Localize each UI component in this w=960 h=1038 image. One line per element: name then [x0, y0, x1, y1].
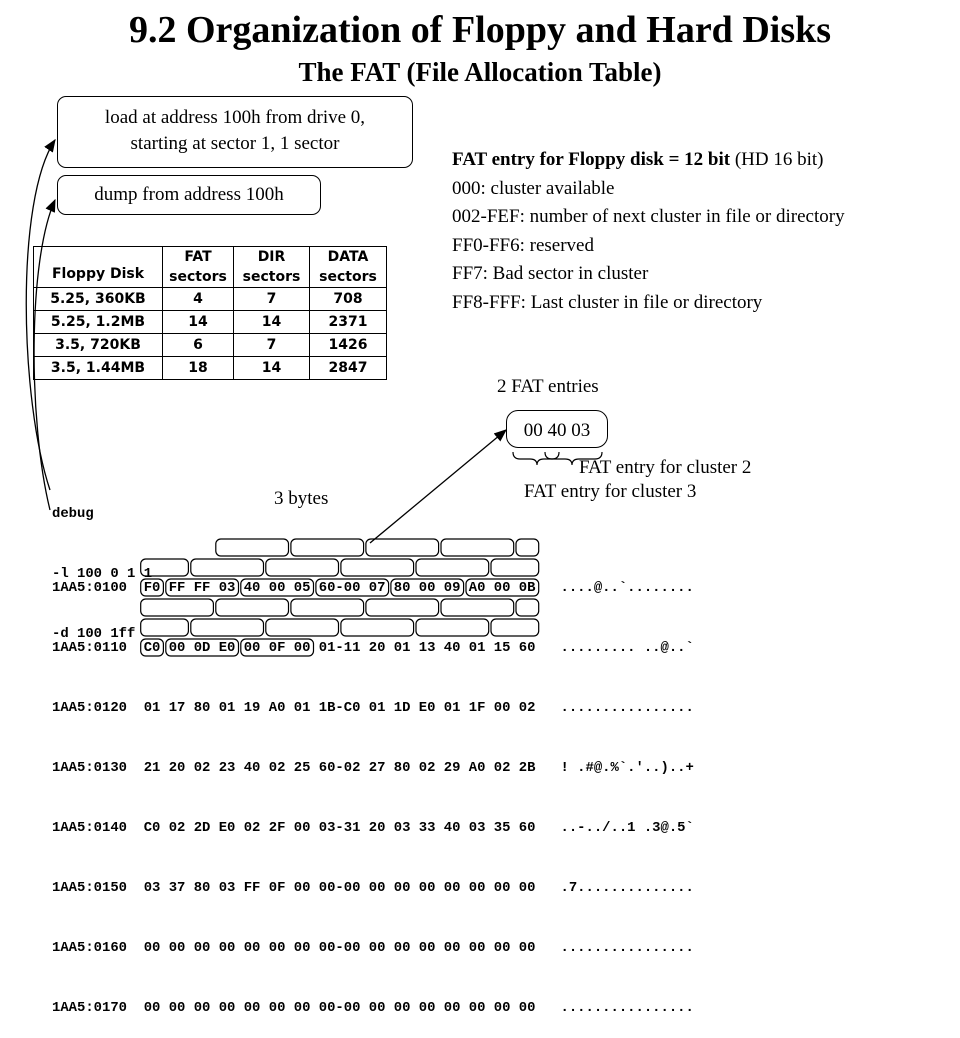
- debug-command-line: -d 100 1ff: [52, 626, 136, 642]
- fat-entry-line: FF0-FF6: reserved: [452, 234, 594, 256]
- byte-group-outline: [416, 559, 489, 576]
- header-fat-sectors: FAT sectors: [169, 249, 227, 285]
- byte-group-outline: [391, 579, 464, 596]
- fat-entry-line: FF8-FFF: Last cluster in file or directory: [452, 291, 763, 313]
- byte-group-outline: [141, 599, 214, 616]
- byte-group-outline: [441, 599, 514, 616]
- slide-title: 9.2 Organization of Floppy and Hard Disks: [128, 9, 832, 51]
- table-cell: 5.25, 360KB: [34, 288, 163, 311]
- table-cell: 708: [310, 288, 387, 311]
- table-cell: 3.5, 720KB: [34, 334, 163, 357]
- byte-group-outline: [166, 579, 239, 596]
- table-cell: 14: [163, 311, 234, 334]
- debug-command-line: debug: [52, 506, 94, 522]
- table-cell: 1426: [310, 334, 387, 357]
- table-cell: 4: [163, 288, 234, 311]
- cluster-3-label: FAT entry for cluster 3: [524, 481, 697, 502]
- header-data-sectors: DATA sectors: [319, 249, 377, 285]
- byte-group-outline: [316, 579, 389, 596]
- table-cell: 5.25, 1.2MB: [34, 311, 163, 334]
- brace-cluster-3: [545, 452, 602, 465]
- hex-dump-row: 1AA5:0140 C0 02 2D E0 02 2F 00 03-31 20 03 33 40 03 35 60 ..-../..1 .3@.5`: [52, 820, 694, 836]
- hex-dump-row: 1AA5:0110 C0 00 0D E0 00 0F 00 01-11 20 01 13 40 01 15 60 ......... ..@..`: [52, 640, 694, 656]
- byte-group-outline: [141, 639, 164, 656]
- byte-group-outline: [291, 539, 364, 556]
- table-cell: 7: [234, 334, 310, 357]
- table-cell: 14: [234, 357, 310, 380]
- fat-entry-heading-bold: FAT entry for Floppy disk = 12 bit: [452, 149, 731, 170]
- header-dir-sectors: DIR sectors: [242, 249, 301, 285]
- hex-dump-row: 1AA5:0120 01 17 80 01 19 A0 01 1B-C0 01 1D E0 01 1F 00 02 ................: [52, 700, 694, 716]
- hex-dump-row: 1AA5:0160 00 00 00 00 00 00 00 00-00 00 00 00 00 00 00 00 ................: [52, 940, 694, 956]
- byte-group-outline: [216, 539, 289, 556]
- byte-group-outline: [441, 539, 514, 556]
- arrow-load-callout: [26, 140, 55, 490]
- arrow-bytes-example: [370, 430, 506, 543]
- arrow-dump-callout: [34, 200, 55, 510]
- byte-group-outline: [141, 559, 189, 576]
- fat-entry-line: FF7: Bad sector in cluster: [452, 263, 649, 284]
- byte-group-outline: [291, 599, 364, 616]
- table-cell: 18: [163, 357, 234, 380]
- fat-entry-line: 000: cluster available: [452, 177, 615, 199]
- hex-dump-row: 1AA5:0150 03 37 80 03 FF 0F 00 00-00 00 00 00 00 00 00 00 .7..............: [52, 880, 694, 896]
- byte-group-outline: [516, 599, 539, 616]
- table-cell: 3.5, 1.44MB: [34, 357, 163, 380]
- byte-group-outline: [266, 559, 339, 576]
- byte-group-outline: [491, 559, 539, 576]
- byte-group-outline: [241, 579, 314, 596]
- byte-group-outline: [491, 619, 539, 636]
- byte-group-outline: [366, 539, 439, 556]
- table-cell: 7: [234, 288, 310, 311]
- table-cell: 2371: [310, 311, 387, 334]
- byte-group-outline: [141, 579, 164, 596]
- hex-dump-row: 1AA5:0130 21 20 02 23 40 02 25 60-02 27 80 02 29 A0 02 2B ! .#@.%`.'..)..+: [52, 760, 694, 776]
- slide-subtitle: The FAT (File Allocation Table): [298, 57, 662, 87]
- table-cell: 6: [163, 334, 234, 357]
- byte-group-outline: [266, 619, 339, 636]
- three-bytes-label: 3 bytes: [274, 488, 329, 509]
- fat-entry-line: 002-FEF: number of next cluster in file or directory: [452, 206, 845, 227]
- byte-group-outline: [341, 619, 414, 636]
- byte-group-outline: [466, 579, 539, 596]
- byte-group-outline: [191, 619, 264, 636]
- byte-group-outline: [416, 619, 489, 636]
- cluster-2-label: FAT entry for cluster 2: [579, 457, 752, 478]
- hex-dump-row: 1AA5:0170 00 00 00 00 00 00 00 00-00 00 00 00 00 00 00 00 ................: [52, 1000, 694, 1016]
- load-callout-line-1: load at address 100h from drive 0,: [104, 107, 366, 128]
- load-callout-line-2: starting at sector 1, 1 sector: [130, 133, 340, 154]
- fat-bytes-example: 00 40 03: [506, 410, 608, 448]
- hex-dump-row: 1AA5:0100 F0 FF FF 03 40 00 05 60-00 07 80 00 09 A0 00 0B ....@..`........: [52, 580, 694, 596]
- debug-command-line: -l 100 0 1 1: [52, 566, 153, 582]
- table-cell: 14: [234, 311, 310, 334]
- byte-group-outline: [216, 599, 289, 616]
- fat-entry-heading-rest: (HD 16 bit): [730, 149, 824, 170]
- byte-group-outlines: [141, 539, 539, 656]
- dump-command-callout: dump from address 100h: [57, 175, 321, 215]
- byte-group-outline: [141, 619, 189, 636]
- header-floppy-disk: Floppy Disk: [51, 266, 145, 282]
- fat-entries-label: 2 FAT entries: [497, 376, 599, 397]
- table-cell: 2847: [310, 357, 387, 380]
- byte-group-outline: [341, 559, 414, 576]
- byte-group-outline: [166, 639, 239, 656]
- byte-group-outline: [516, 539, 539, 556]
- byte-group-outline: [366, 599, 439, 616]
- byte-group-outline: [241, 639, 314, 656]
- byte-group-outline: [191, 559, 264, 576]
